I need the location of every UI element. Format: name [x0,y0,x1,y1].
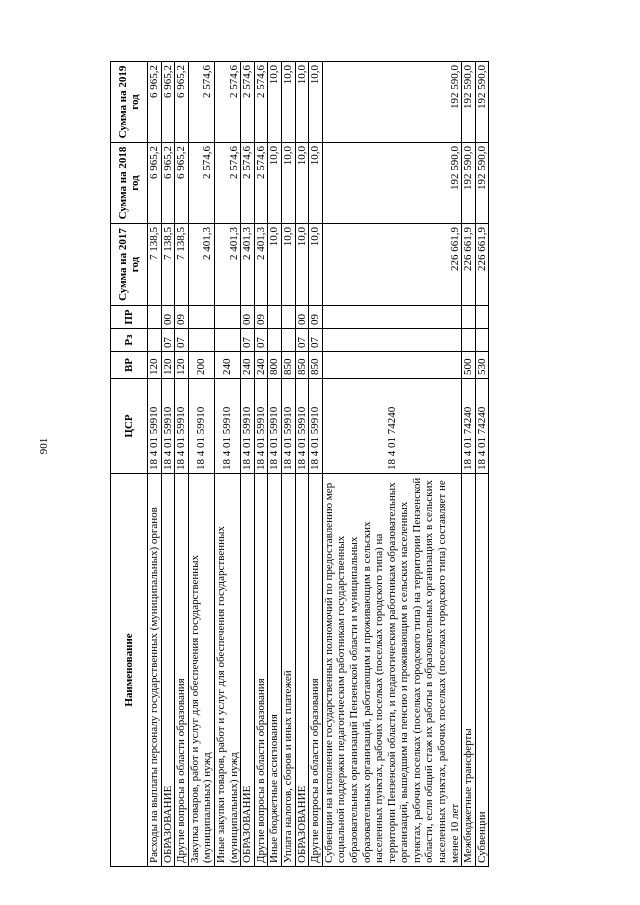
row-pr [268,306,282,329]
header-2019: Сумма на 2019 год [111,62,148,143]
row-csr: 18 4 01 59910 [161,379,175,474]
row-vr: 850 [309,352,323,379]
row-sum-2017: 7 138,5 [161,224,175,306]
table-row [281,62,295,867]
row-rz [281,329,295,352]
row-sum-2019: 6 965,2 [148,62,162,143]
row-name: Другие вопросы в области образования [309,474,323,867]
row-sum-2017: 226 661,9 [462,224,476,306]
rotated-table-container [110,62,585,867]
row-vr: 120 [161,352,175,379]
row-csr: 18 4 01 74240 [475,379,489,474]
row-csr: 18 4 01 59910 [175,379,189,474]
row-sum-2019: 192 590,0 [475,62,489,143]
row-pr [281,306,295,329]
row-sum-2019: 6 965,2 [175,62,189,143]
row-name: Субвенции [475,474,489,867]
table-row [214,62,240,867]
table-row [188,62,214,867]
row-sum-2018: 192 590,0 [475,143,489,224]
row-rz: 07 [175,329,189,352]
row-sum-2017: 10,0 [281,224,295,306]
row-pr: 00 [161,306,175,329]
row-pr [475,306,489,329]
row-sum-2018: 6 965,2 [175,143,189,224]
row-pr: 00 [241,306,255,329]
row-name: ОБРАЗОВАНИЕ [241,474,255,867]
row-csr: 18 4 01 59910 [268,379,282,474]
row-sum-2018: 10,0 [281,143,295,224]
row-vr: 120 [175,352,189,379]
row-vr: 240 [241,352,255,379]
row-pr [188,306,214,329]
row-vr: 240 [254,352,268,379]
row-sum-2018: 2 574,6 [241,143,255,224]
table-row [309,62,323,867]
row-name: ОБРАЗОВАНИЕ [295,474,309,867]
row-pr [148,306,162,329]
row-sum-2018: 6 965,2 [161,143,175,224]
row-rz [475,329,489,352]
row-pr: 09 [309,306,323,329]
row-sum-2019: 2 574,6 [254,62,268,143]
row-sum-2019: 10,0 [268,62,282,143]
row-pr [322,306,462,329]
row-vr: 200 [188,352,214,379]
table-row [148,62,162,867]
row-csr: 18 4 01 59910 [295,379,309,474]
row-sum-2018: 2 574,6 [254,143,268,224]
row-sum-2017: 2 401,3 [214,224,240,306]
budget-table [110,61,489,867]
row-sum-2019: 2 574,6 [241,62,255,143]
row-sum-2017: 226 661,9 [322,224,462,306]
row-pr [214,306,240,329]
row-sum-2018: 192 590,0 [322,143,462,224]
row-rz [214,329,240,352]
table-row [295,62,309,867]
row-rz: 07 [241,329,255,352]
row-csr: 18 4 01 59910 [254,379,268,474]
row-csr: 18 4 01 59910 [281,379,295,474]
row-sum-2018: 10,0 [268,143,282,224]
row-sum-2017: 10,0 [309,224,323,306]
header-vr: ВР [111,352,148,379]
row-sum-2017: 7 138,5 [175,224,189,306]
row-vr: 800 [268,352,282,379]
row-pr [462,306,476,329]
row-sum-2019: 10,0 [309,62,323,143]
row-name: Межбюджетные трансферты [462,474,476,867]
table-rotation-wrapper [110,62,585,867]
row-sum-2017: 2 401,3 [188,224,214,306]
table-row [254,62,268,867]
row-rz [268,329,282,352]
table-row [175,62,189,867]
header-name: Наименование [111,474,148,867]
table-row [268,62,282,867]
row-csr: 18 4 01 59910 [214,379,240,474]
row-sum-2019: 2 574,6 [188,62,214,143]
row-name: Уплата налогов, сборов и иных платежей [281,474,295,867]
header-pr: ПР [111,306,148,329]
table-header-row [111,62,148,867]
row-name: Закупка товаров, работ и услуг для обеспечения государственных (муниципальных) нужд [188,474,214,867]
row-sum-2017: 2 401,3 [241,224,255,306]
row-sum-2017: 7 138,5 [148,224,162,306]
row-csr: 18 4 01 59910 [148,379,162,474]
row-name: Иные бюджетные ассигнования [268,474,282,867]
row-sum-2019: 6 965,2 [161,62,175,143]
row-rz [322,329,462,352]
row-name: Субвенции на исполнение государственных полномочий по предоставлению мер социальной поддержки педагогическим работникам государственных образовательных организаций Пензенской области и муниципальных образовательных организаций, работающим и проживающим в сельских населенных пунктах, рабочих поселках (поселках городского типа) на территории Пензенской области, и педагогическим работникам образовательных организаций, вышедшим на пенсию и проживающим в сельских населенных пунктах, рабочих поселках (поселках городского типа) на территории Пензенской области, если общий стаж их работы в образовательных организациях в сельских населенных пунктах, рабочих поселках (поселках городского типа) составляет не менее 10 лет [322,474,462,867]
row-csr: 18 4 01 74240 [462,379,476,474]
row-csr: 18 4 01 59910 [188,379,214,474]
row-csr: 18 4 01 59910 [309,379,323,474]
row-sum-2017: 226 661,9 [475,224,489,306]
row-rz [148,329,162,352]
row-rz: 07 [161,329,175,352]
row-sum-2017: 10,0 [268,224,282,306]
page-number: 901 [38,437,50,455]
row-rz: 07 [254,329,268,352]
row-sum-2017: 10,0 [295,224,309,306]
row-vr: 850 [281,352,295,379]
header-2018: Сумма на 2018 год [111,143,148,224]
row-vr: 850 [295,352,309,379]
row-sum-2019: 10,0 [281,62,295,143]
row-name: ОБРАЗОВАНИЕ [161,474,175,867]
table-row [322,62,462,867]
row-sum-2019: 2 574,6 [214,62,240,143]
row-vr [322,352,462,379]
row-sum-2018: 2 574,6 [188,143,214,224]
row-name: Другие вопросы в области образования [254,474,268,867]
row-sum-2018: 192 590,0 [462,143,476,224]
row-vr: 500 [462,352,476,379]
table-row [462,62,476,867]
table-body [148,62,489,867]
row-csr: 18 4 01 59910 [241,379,255,474]
header-2017: Сумма на 2017 год [111,224,148,306]
row-name: Другие вопросы в области образования [175,474,189,867]
row-sum-2018: 2 574,6 [214,143,240,224]
row-name: Иные закупки товаров, работ и услуг для обеспечения государственных (муниципальных) нужд [214,474,240,867]
row-vr: 530 [475,352,489,379]
header-csr: ЦСР [111,379,148,474]
row-sum-2019: 192 590,0 [322,62,462,143]
row-rz: 07 [309,329,323,352]
row-vr: 120 [148,352,162,379]
row-sum-2019: 10,0 [295,62,309,143]
row-rz [188,329,214,352]
row-sum-2019: 192 590,0 [462,62,476,143]
table-row [475,62,489,867]
table-row [241,62,255,867]
table-row [161,62,175,867]
row-sum-2017: 2 401,3 [254,224,268,306]
row-rz [462,329,476,352]
row-pr: 00 [295,306,309,329]
row-csr: 18 4 01 74240 [322,379,462,474]
row-pr: 09 [254,306,268,329]
row-sum-2018: 10,0 [309,143,323,224]
row-vr: 240 [214,352,240,379]
header-rz: Рз [111,329,148,352]
row-name: Расходы на выплаты персоналу государственных (муниципальных) органов [148,474,162,867]
row-rz: 07 [295,329,309,352]
row-pr: 09 [175,306,189,329]
row-sum-2018: 10,0 [295,143,309,224]
row-sum-2018: 6 965,2 [148,143,162,224]
